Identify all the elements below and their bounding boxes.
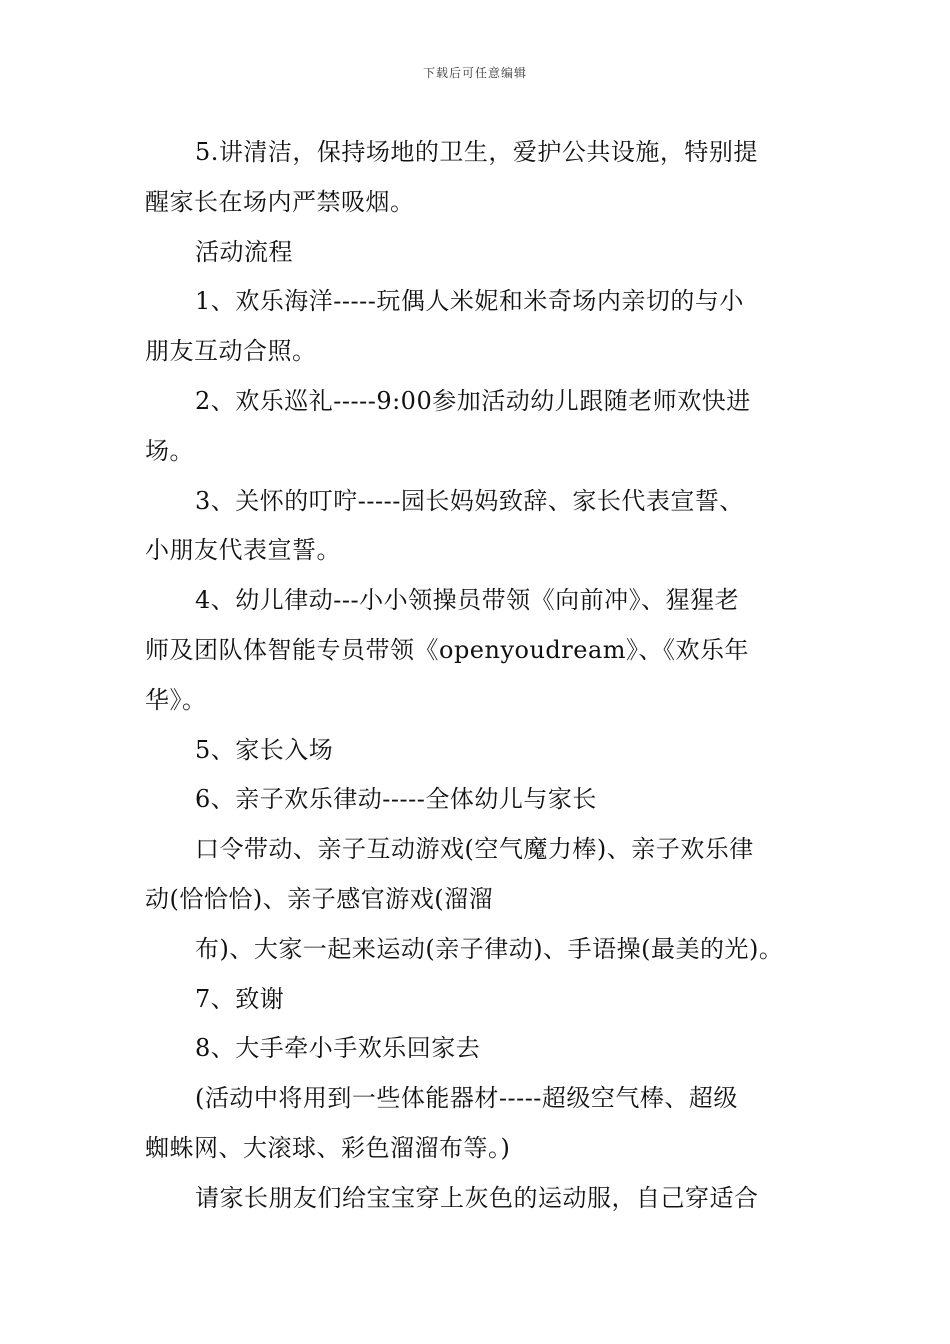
paragraph-clothing-note <box>145 1174 810 1224</box>
document-body <box>145 128 810 1224</box>
paragraph-line: 动(恰恰恰)、亲子感官游戏(溜溜 <box>145 884 494 913</box>
paragraph-step-5 <box>145 726 810 776</box>
paragraph-line: 4、幼儿律动---小小领操员带领《向前冲》、猩猩老 <box>195 586 740 615</box>
paragraph-line: 师及团队体智能专员带领《openyoudream》、《欢乐年 <box>145 635 750 664</box>
paragraph-line: 2、欢乐巡礼-----9:00参加活动幼儿跟随老师欢快进 <box>195 386 751 415</box>
paragraph-line: 1、欢乐海洋-----玩偶人米妮和米奇场内亲切的与小 <box>195 287 744 316</box>
paragraph-line: 5.讲清洁，保持场地的卫生，爱护公共设施，特别提 <box>195 138 758 166</box>
paragraph-line: 小朋友代表宣誓。 <box>145 536 341 565</box>
page-header: 下载后可任意编辑 <box>422 66 527 80</box>
paragraph-line: 布)、大家一起来运动(亲子律动)、手语操(最美的光)。 <box>195 934 784 963</box>
paragraph-line: 7、致谢 <box>195 984 285 1013</box>
paragraph-line: 8、大手牵小手欢乐回家去 <box>195 1034 481 1063</box>
paragraph-step-6-detail <box>145 825 810 925</box>
paragraph-step-3 <box>145 477 810 577</box>
paragraph-cleanliness <box>145 128 810 228</box>
paragraph-line: 5、家长入场 <box>195 735 334 764</box>
paragraph-step-4 <box>145 576 810 725</box>
paragraph-line: 华》。 <box>145 685 207 714</box>
paragraph-line: 朋友互动合照。 <box>145 337 317 366</box>
paragraph-step-7 <box>145 975 810 1025</box>
paragraph-line: 3、关怀的叮咛-----园长妈妈致辞、家长代表宣誓、 <box>195 486 744 515</box>
paragraph-line: 请家长朋友们给宝宝穿上灰色的运动服，自己穿适合 <box>195 1183 759 1212</box>
paragraph-line: 场。 <box>145 436 194 465</box>
paragraph-step-6 <box>145 775 810 825</box>
paragraph-line: (活动中将用到一些体能器材-----超级空气棒、超级 <box>195 1084 738 1113</box>
paragraph-line: 醒家长在场内严禁吸烟。 <box>145 187 415 216</box>
paragraph-step-1 <box>145 277 810 377</box>
section-heading-activity-flow <box>145 228 810 278</box>
paragraph-line: 蜘蛛网、大滚球、彩色溜溜布等。) <box>145 1133 511 1162</box>
paragraph-step-6-continued <box>145 925 810 975</box>
paragraph-line: 活动流程 <box>195 237 293 266</box>
paragraph-equipment-note <box>145 1074 810 1174</box>
paragraph-line: 6、亲子欢乐律动-----全体幼儿与家长 <box>195 785 597 814</box>
paragraph-line: 口令带动、亲子互动游戏(空气魔力棒)、亲子欢乐律 <box>195 835 754 864</box>
paragraph-step-8 <box>145 1024 810 1074</box>
paragraph-step-2 <box>145 377 810 477</box>
